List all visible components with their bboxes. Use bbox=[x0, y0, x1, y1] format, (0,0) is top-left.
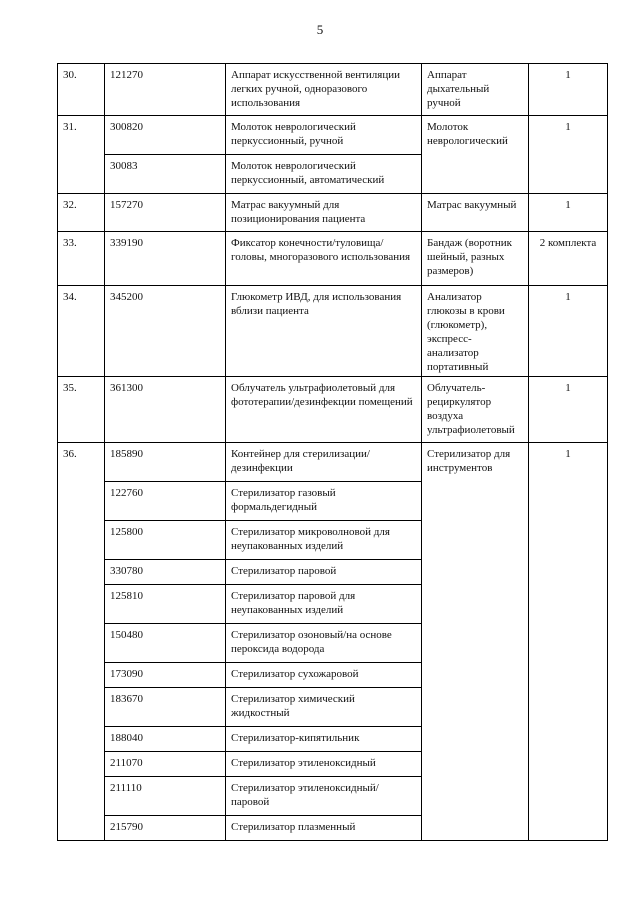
equipment-cell: Молоток неврологический bbox=[422, 116, 529, 194]
quantity-cell: 1 bbox=[529, 64, 608, 116]
name-cell: Стерилизатор химический жидкостный bbox=[226, 688, 422, 727]
quantity-cell: 1 bbox=[529, 194, 608, 232]
quantity-cell: 1 bbox=[529, 116, 608, 194]
name-cell: Молоток неврологический перкуссионный, ручной bbox=[226, 116, 422, 155]
name-cell: Стерилизатор сухожаровой bbox=[226, 663, 422, 688]
row-number: 30. bbox=[58, 64, 105, 116]
name-cell: Глюкометр ИВД, для использования вблизи пациента bbox=[226, 286, 422, 377]
table-row bbox=[58, 443, 608, 482]
code-cell: 361300 bbox=[105, 377, 226, 443]
code-cell: 125800 bbox=[105, 521, 226, 560]
code-cell: 185890 bbox=[105, 443, 226, 482]
code-cell: 211110 bbox=[105, 777, 226, 816]
name-cell: Стерилизатор паровой bbox=[226, 560, 422, 585]
name-cell: Стерилизатор-кипятильник bbox=[226, 727, 422, 752]
equipment-cell: Облучатель-рециркулятор воздуха ультрафиолетовый bbox=[422, 377, 529, 443]
table-row bbox=[58, 377, 608, 443]
name-cell: Стерилизатор микроволновой для неупакованных изделий bbox=[226, 521, 422, 560]
code-cell: 345200 bbox=[105, 286, 226, 377]
equipment-cell: Стерилизатор для инструментов bbox=[422, 443, 529, 841]
name-cell: Фиксатор конечности/туловища/головы, многоразового использования bbox=[226, 232, 422, 286]
code-cell: 330780 bbox=[105, 560, 226, 585]
code-cell: 188040 bbox=[105, 727, 226, 752]
row-number: 32. bbox=[58, 194, 105, 232]
quantity-cell: 1 bbox=[529, 286, 608, 377]
equipment-cell: Матрас вакуумный bbox=[422, 194, 529, 232]
code-cell: 122760 bbox=[105, 482, 226, 521]
name-cell: Стерилизатор этиленоксидный bbox=[226, 752, 422, 777]
code-cell: 215790 bbox=[105, 816, 226, 841]
equipment-cell: Аппарат дыхательный ручной bbox=[422, 64, 529, 116]
table-row bbox=[58, 194, 608, 232]
name-cell: Матрас вакуумный для позиционирования пациента bbox=[226, 194, 422, 232]
code-cell: 30083 bbox=[105, 155, 226, 194]
code-cell: 211070 bbox=[105, 752, 226, 777]
name-cell: Аппарат искусственной вентиляции легких ручной, одноразового использования bbox=[226, 64, 422, 116]
code-cell: 339190 bbox=[105, 232, 226, 286]
name-cell: Молоток неврологический перкуссионный, автоматический bbox=[226, 155, 422, 194]
row-number: 33. bbox=[58, 232, 105, 286]
table-row bbox=[58, 116, 608, 155]
row-number: 34. bbox=[58, 286, 105, 377]
code-cell: 121270 bbox=[105, 64, 226, 116]
code-cell: 125810 bbox=[105, 585, 226, 624]
name-cell: Стерилизатор плазменный bbox=[226, 816, 422, 841]
name-cell: Стерилизатор газовый формальдегидный bbox=[226, 482, 422, 521]
name-cell: Контейнер для стерилизации/дезинфекции bbox=[226, 443, 422, 482]
table-row bbox=[58, 64, 608, 116]
name-cell: Стерилизатор этиленоксидный/паровой bbox=[226, 777, 422, 816]
equipment-cell: Анализатор глюкозы в крови (глюкометр), экспресс-анализатор портативный bbox=[422, 286, 529, 377]
row-number: 31. bbox=[58, 116, 105, 194]
quantity-cell: 1 bbox=[529, 377, 608, 443]
code-cell: 150480 bbox=[105, 624, 226, 663]
equipment-cell: Бандаж (воротник шейный, разных размеров) bbox=[422, 232, 529, 286]
table-row bbox=[58, 232, 608, 286]
code-cell: 157270 bbox=[105, 194, 226, 232]
code-cell: 173090 bbox=[105, 663, 226, 688]
code-cell: 300820 bbox=[105, 116, 226, 155]
row-number: 35. bbox=[58, 377, 105, 443]
name-cell: Стерилизатор озоновый/на основе пероксида водорода bbox=[226, 624, 422, 663]
row-number: 36. bbox=[58, 443, 105, 841]
name-cell: Облучатель ультрафиолетовый для фототерапии/дезинфекции помещений bbox=[226, 377, 422, 443]
code-cell: 183670 bbox=[105, 688, 226, 727]
equipment-table bbox=[57, 63, 608, 841]
name-cell: Стерилизатор паровой для неупакованных изделий bbox=[226, 585, 422, 624]
table-row bbox=[58, 286, 608, 377]
page-number: 5 bbox=[316, 22, 324, 37]
quantity-cell: 1 bbox=[529, 443, 608, 841]
quantity-cell: 2 комплекта bbox=[529, 232, 608, 286]
